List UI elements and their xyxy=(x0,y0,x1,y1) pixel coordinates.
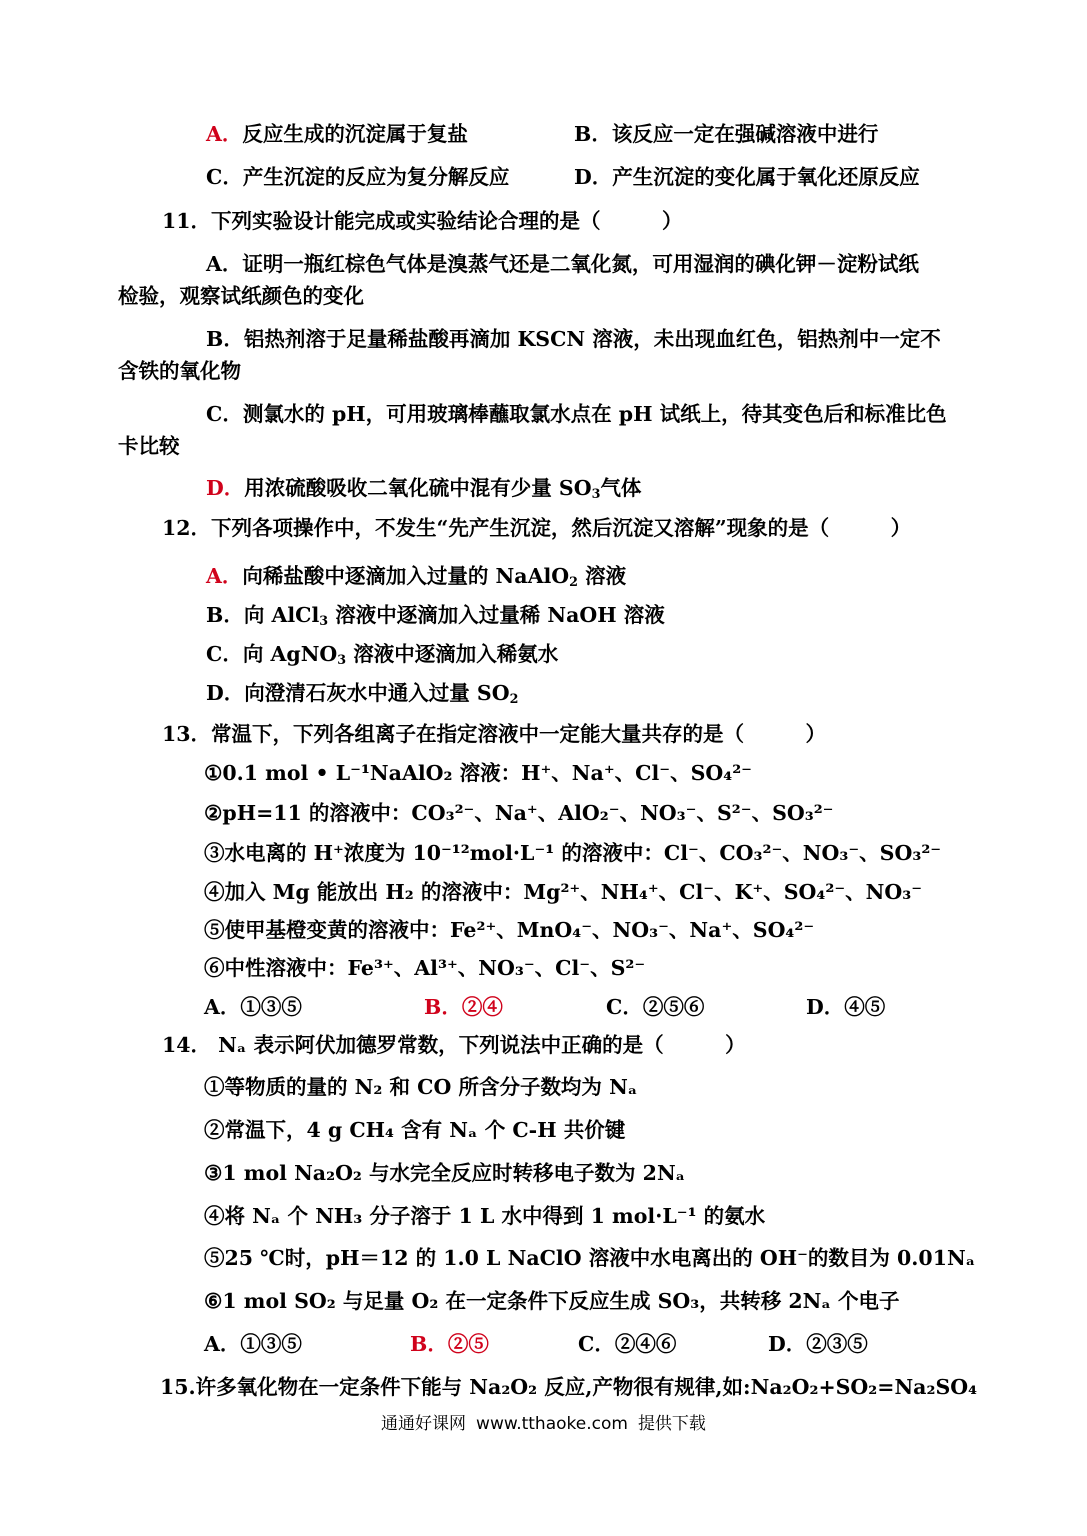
q14-stem: 14． Nₐ 表示阿伏加德罗常数，下列说法中正确的是（ ） xyxy=(162,1033,746,1057)
q12-option-b: B．向 AlCl$_3$ 溶液中逐滴加入过量稀 NaOH 溶液 xyxy=(206,603,665,629)
q14-option-c: C．②④⑥ xyxy=(578,1332,677,1356)
q11-option-d: D．用浓硫酸吸收二氧化硫中混有少量 $SO_3$气体 xyxy=(206,476,642,502)
q13-option-c: C．②⑤⑥ xyxy=(606,995,705,1019)
footer-suffix: 提供下载 xyxy=(637,1414,706,1434)
q10-option-b: B．该反应一定在强碱溶液中进行 xyxy=(574,122,879,146)
q11-option-a-line1: A．证明一瓶红棕色气体是溴蒸气还是二氧化氮，可用湿润的碘化钾－淀粉试纸 xyxy=(206,252,919,276)
q14-option-d: D．②③⑤ xyxy=(768,1332,868,1356)
q14-item-2: ②常温下，4 g CH₄ 含有 Nₐ 个 C-H 共价键 xyxy=(204,1118,626,1142)
answer-letter: D． xyxy=(206,476,245,500)
q10-option-d: D．产生沉淀的变化属于氧化还原反应 xyxy=(574,165,920,189)
footer-site-name: 通通好课网 xyxy=(381,1414,467,1434)
q13-option-d: D．④⑤ xyxy=(806,995,886,1019)
q13-item-6: ⑥中性溶液中：Fe³⁺、Al³⁺、NO₃⁻、Cl⁻、S²⁻ xyxy=(204,956,646,980)
q10-option-a: A．反应生成的沉淀属于复盐 xyxy=(206,122,468,146)
q11-option-b-line1: B．铝热剂溶于足量稀盐酸再滴加 KSCN 溶液，未出现血红色，铝热剂中一定不 xyxy=(206,327,941,351)
q13-item-1: ①0.1 mol • L⁻¹NaAlO₂ 溶液：H⁺、Na⁺、Cl⁻、SO₄²⁻ xyxy=(204,761,753,785)
page-footer xyxy=(0,1409,1087,1434)
q13-item-5: ⑤使甲基橙变黄的溶液中：Fe²⁺、MnO₄⁻、NO₃⁻、Na⁺、SO₄²⁻ xyxy=(204,918,815,942)
q13-item-2: ②pH=11 的溶液中：CO₃²⁻、Na⁺、AlO₂⁻、NO₃⁻、S²⁻、SO₃²⁻ xyxy=(204,801,834,825)
q11-option-b-line2: 含铁的氧化物 xyxy=(118,359,241,383)
q14-option-a: A．①③⑤ xyxy=(204,1332,302,1356)
q14-item-3: ③1 mol Na₂O₂ 与水完全反应时转移电子数为 2Nₐ xyxy=(204,1161,686,1185)
q11-stem: 11．下列实验设计能完成或实验结论合理的是（ ） xyxy=(162,209,683,233)
q13-stem: 13．常温下，下列各组离子在指定溶液中一定能大量共存的是（ ） xyxy=(162,722,827,746)
q12-option-a: A．向稀盐酸中逐滴加入过量的 NaAlO$_2$ 溶液 xyxy=(206,564,627,590)
q15-stem: 15.许多氧化物在一定条件下能与 Na₂O₂ 反应,产物很有规律,如:Na₂O₂+SO₂=Na₂SO₄ xyxy=(160,1375,978,1399)
q14-item-4: ④将 Nₐ 个 NH₃ 分子溶于 1 L 水中得到 1 mol·L⁻¹ 的氨水 xyxy=(204,1204,766,1228)
answer-letter: A． xyxy=(206,122,243,146)
q13-item-4: ④加入 Mg 能放出 H₂ 的溶液中：Mg²⁺、NH₄⁺、Cl⁻、K⁺、SO₄²⁻、NO₃⁻ xyxy=(204,880,923,904)
q11-option-c-line2: 卡比较 xyxy=(118,434,180,458)
q13-option-b: B．②④ xyxy=(424,995,503,1019)
q12-stem: 12．下列各项操作中，不发生“先产生沉淀，然后沉淀又溶解”现象的是（ ） xyxy=(162,516,912,540)
footer-url: www.tthaoke.com xyxy=(476,1414,628,1434)
q14-item-5: ⑤25 ℃时，pH＝12 的 1.0 L NaClO 溶液中水电离出的 OH⁻的数目为 0.01Nₐ xyxy=(204,1246,976,1270)
q11-option-a-line2: 检验，观察试纸颜色的变化 xyxy=(118,284,364,308)
q14-item-1: ①等物质的量的 N₂ 和 CO 所含分子数均为 Nₐ xyxy=(204,1075,638,1099)
q12-option-c: C．向 AgNO$_3$ 溶液中逐滴加入稀氨水 xyxy=(206,642,559,668)
q10-option-c: C．产生沉淀的反应为复分解反应 xyxy=(206,165,510,189)
q13-option-a: A．①③⑤ xyxy=(204,995,302,1019)
q14-item-6: ⑥1 mol SO₂ 与足量 O₂ 在一定条件下反应生成 SO₃，共转移 2Nₐ 个电子 xyxy=(204,1289,900,1313)
q13-item-3: ③水电离的 H⁺浓度为 10⁻¹²mol·L⁻¹ 的溶液中：Cl⁻、CO₃²⁻、NO₃⁻、SO₃²⁻ xyxy=(204,841,942,865)
answer-letter: A． xyxy=(206,564,243,588)
q12-option-d: D．向澄清石灰水中通入过量 $SO_2$ xyxy=(206,681,519,707)
q14-option-b: B．②⑤ xyxy=(410,1332,489,1356)
q11-option-c-line1: C．测氯水的 pH，可用玻璃棒蘸取氯水点在 pH 试纸上，待其变色后和标准比色 xyxy=(206,402,947,426)
